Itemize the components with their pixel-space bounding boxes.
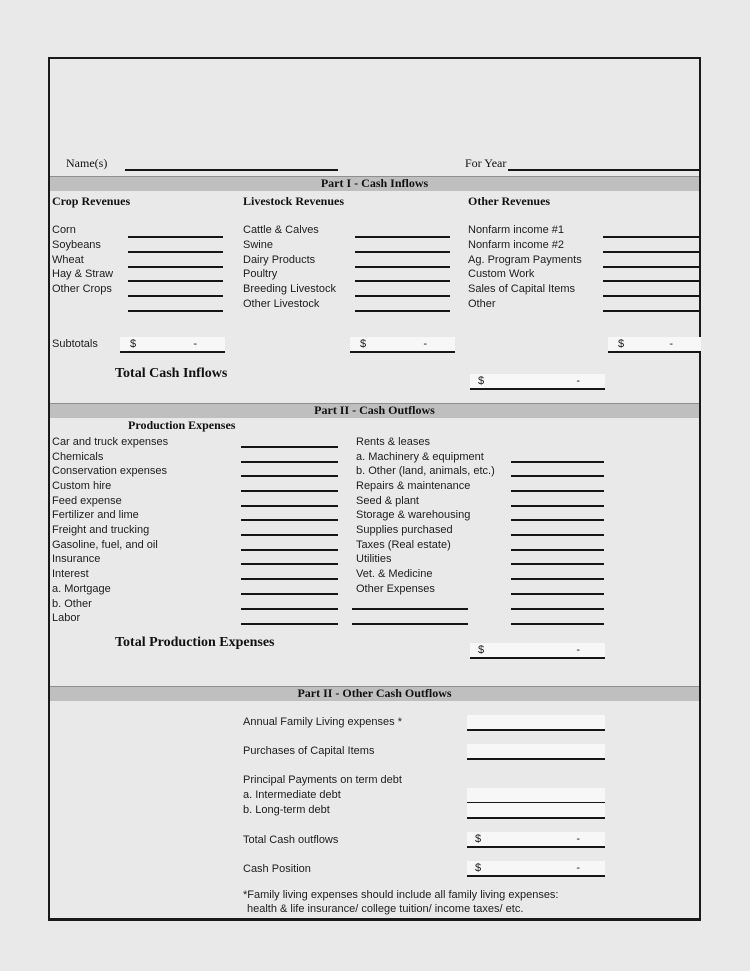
other-revenue-item-label: Nonfarm income #1 (468, 224, 564, 236)
name-label: Name(s) (66, 156, 108, 170)
crop-input-line[interactable] (128, 280, 223, 282)
family-living-label: Annual Family Living expenses * (243, 716, 402, 728)
expense-input-line[interactable] (241, 549, 338, 551)
expense-item-label: Utilities (356, 553, 392, 565)
expense-item-label: Chemicals (52, 451, 104, 463)
expense-input-line[interactable] (511, 593, 604, 595)
expense-input-line[interactable] (511, 490, 604, 492)
expense-item-label: Supplies purchased (356, 524, 453, 536)
expense-writein-line[interactable] (352, 623, 468, 625)
expense-item-label: a. Machinery & equipment (356, 451, 484, 463)
subtotal-value: - (423, 338, 427, 350)
expense-input-line[interactable] (241, 505, 338, 507)
family-living-cell[interactable] (467, 715, 605, 731)
livestock-input-line[interactable] (355, 310, 450, 312)
expense-item-label: Other Expenses (356, 583, 435, 595)
expense-input-line[interactable] (241, 563, 338, 565)
crop-item-label: Wheat (52, 254, 84, 266)
other-revenues-header: Other Revenues (468, 194, 551, 208)
crop-revenues-header: Crop Revenues (52, 194, 131, 208)
expense-item-label: Seed & plant (356, 495, 419, 507)
principal-payments-label: Principal Payments on term debt (243, 774, 402, 786)
expense-item-label: Gasoline, fuel, and oil (52, 539, 158, 551)
footnote-line-1: *Family living expenses should include all family living expenses: (243, 889, 559, 901)
total-value: - (576, 833, 580, 845)
total-value: - (576, 862, 580, 874)
other-revenue-input-line[interactable] (603, 236, 699, 238)
expense-item-label: Vet. & Medicine (356, 568, 433, 580)
crop-input-line[interactable] (128, 266, 223, 268)
name-input-line[interactable] (125, 169, 338, 171)
expense-item-label: Taxes (Real estate) (356, 539, 451, 551)
expense-input-line[interactable] (511, 519, 604, 521)
expense-input-line[interactable] (241, 623, 338, 625)
crop-item-label: Hay & Straw (52, 268, 114, 280)
part3-section-bar: Part II - Other Cash Outflows (50, 686, 699, 701)
expense-item-label: b. Other (52, 598, 92, 610)
livestock-input-line[interactable] (355, 251, 450, 253)
production-expenses-header: Production Expenses (128, 418, 236, 432)
crop-input-line[interactable] (128, 295, 223, 297)
expense-item-label: Feed expense (52, 495, 122, 507)
expense-input-line[interactable] (511, 534, 604, 536)
expense-input-line[interactable] (241, 461, 338, 463)
expense-input-line[interactable] (241, 593, 338, 595)
expense-item-label: Fertilizer and lime (52, 509, 139, 521)
expense-input-line[interactable] (511, 461, 604, 463)
currency-symbol: $ (360, 338, 367, 350)
currency-symbol: $ (475, 833, 482, 845)
part2-section-bar: Part II - Cash Outflows (50, 403, 699, 418)
expense-input-line[interactable] (511, 578, 604, 580)
crop-input-line[interactable] (128, 236, 223, 238)
expense-input-line[interactable] (241, 534, 338, 536)
capital-purchases-cell[interactable] (467, 744, 605, 760)
total-value: - (576, 375, 580, 387)
currency-symbol: $ (475, 862, 482, 874)
for-year-label: For Year (465, 156, 507, 170)
livestock-input-line[interactable] (355, 236, 450, 238)
livestock-input-line[interactable] (355, 295, 450, 297)
livestock-item-label: Other Livestock (243, 298, 320, 310)
currency-symbol: $ (618, 338, 625, 350)
total-cash-inflows-label: Total Cash Inflows (115, 366, 228, 381)
livestock-item-label: Breeding Livestock (243, 283, 336, 295)
other-revenue-input-line[interactable] (603, 295, 699, 297)
expense-input-line[interactable] (511, 608, 604, 610)
expense-item-label: b. Other (land, animals, etc.) (356, 465, 495, 477)
expense-input-line[interactable] (241, 475, 338, 477)
crop-item-label: Corn (52, 224, 76, 236)
currency-symbol: $ (130, 338, 137, 350)
intermediate-debt-label: a. Intermediate debt (243, 789, 341, 801)
other-revenue-item-label: Nonfarm income #2 (468, 239, 564, 251)
expense-input-line[interactable] (241, 608, 338, 610)
expense-input-line[interactable] (241, 519, 338, 521)
subtotal-value: - (669, 338, 673, 350)
livestock-item-label: Dairy Products (243, 254, 316, 266)
currency-symbol: $ (478, 644, 485, 656)
expense-input-line[interactable] (241, 578, 338, 580)
crop-item-label: Other Crops (52, 283, 112, 295)
expense-item-label: Freight and trucking (52, 524, 150, 536)
livestock-subtotal-cell[interactable] (350, 337, 455, 353)
expense-item-label: Rents & leases (356, 436, 430, 448)
other-revenue-item-label: Custom Work (468, 268, 535, 280)
crop-input-line[interactable] (128, 251, 223, 253)
longterm-debt-cell[interactable] (467, 803, 605, 819)
subtotal-value: - (193, 338, 197, 350)
expense-input-line[interactable] (511, 549, 604, 551)
cash-position-cell[interactable] (467, 861, 605, 877)
total-value: - (576, 644, 580, 656)
other-revenue-input-line[interactable] (603, 251, 699, 253)
livestock-item-label: Swine (243, 239, 273, 251)
other-revenue-input-line[interactable] (603, 280, 699, 282)
cash-position-label: Cash Position (243, 863, 311, 875)
capital-purchases-label: Purchases of Capital Items (243, 745, 375, 757)
crop-subtotal-cell[interactable] (120, 337, 225, 353)
expense-input-line[interactable] (511, 475, 604, 477)
expense-item-label: Custom hire (52, 480, 112, 492)
expense-item-label: Storage & warehousing (356, 509, 471, 521)
other-subtotal-cell[interactable] (608, 337, 701, 353)
livestock-input-line[interactable] (355, 280, 450, 282)
other-revenue-item-label: Ag. Program Payments (468, 254, 582, 266)
expense-item-label: Car and truck expenses (52, 436, 169, 448)
other-revenue-input-line[interactable] (603, 266, 699, 268)
other-revenue-input-line[interactable] (603, 310, 699, 312)
part1-section-bar: Part I - Cash Inflows (50, 176, 699, 191)
currency-symbol: $ (478, 375, 485, 387)
total-cash-inflows-cell[interactable] (470, 374, 605, 390)
expense-input-line[interactable] (511, 505, 604, 507)
other-revenue-item-label: Sales of Capital Items (468, 283, 575, 295)
footnote-line-2: health & life insurance/ college tuition/ income taxes/ etc. (247, 903, 524, 915)
expense-item-label: Interest (52, 568, 89, 580)
intermediate-debt-cell[interactable] (467, 788, 605, 804)
total-cash-outflows-label: Total Cash outflows (243, 834, 339, 846)
livestock-item-label: Cattle & Calves (243, 224, 319, 236)
other-revenue-item-label: Other (468, 298, 496, 310)
total-production-expenses-label: Total Production Expenses (115, 635, 275, 650)
for-year-input-line[interactable] (508, 169, 699, 171)
expense-input-line[interactable] (511, 563, 604, 565)
total-cash-outflows-cell[interactable] (467, 832, 605, 848)
expense-item-label: Repairs & maintenance (356, 480, 471, 492)
longterm-debt-label: b. Long-term debt (243, 804, 330, 816)
expense-input-line[interactable] (511, 623, 604, 625)
subtotals-label: Subtotals (52, 338, 98, 350)
livestock-item-label: Poultry (243, 268, 278, 280)
livestock-revenues-header: Livestock Revenues (243, 194, 344, 208)
livestock-input-line[interactable] (355, 266, 450, 268)
expense-input-line[interactable] (241, 446, 338, 448)
crop-item-label: Soybeans (52, 239, 101, 251)
total-production-expenses-cell[interactable] (470, 643, 605, 659)
expense-input-line[interactable] (241, 490, 338, 492)
crop-input-line[interactable] (128, 310, 223, 312)
expense-item-label: Insurance (52, 553, 101, 565)
expense-item-label: Conservation expenses (52, 465, 167, 477)
expense-writein-line[interactable] (352, 608, 468, 610)
expense-item-label: a. Mortgage (52, 583, 111, 595)
expense-item-label: Labor (52, 612, 81, 624)
